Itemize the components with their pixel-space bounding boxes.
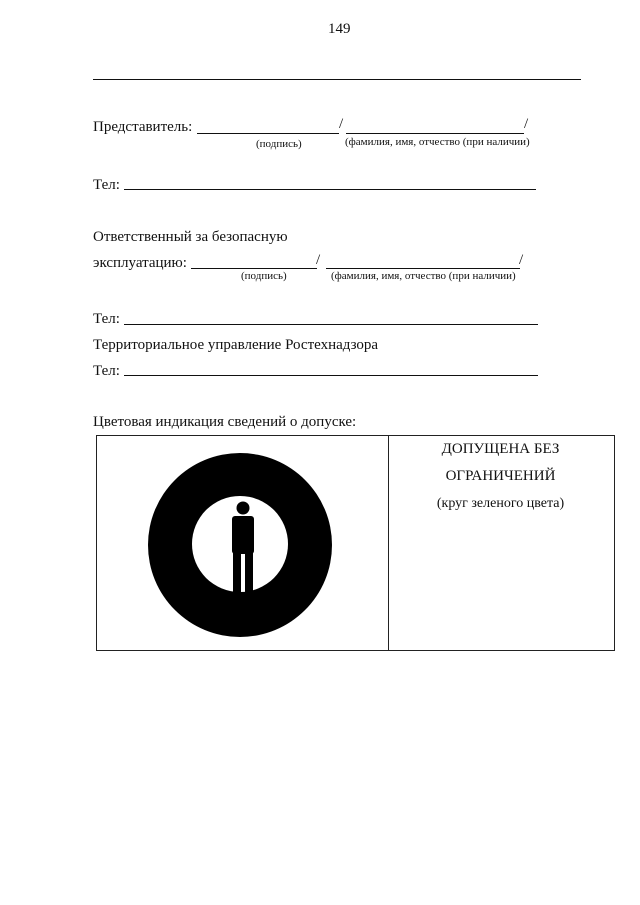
representative-slash-1: / — [339, 116, 344, 132]
status-line2: ОГРАНИЧЕНИЙ — [445, 468, 556, 484]
indication-heading: Цветовая индикация сведений о допуске: — [93, 414, 357, 430]
responsible-name-caption: (фамилия, имя, отчество (при наличии) — [331, 270, 516, 282]
responsible-tel-line[interactable] — [124, 324, 538, 325]
representative-name-caption: (фамилия, имя, отчество (при наличии) — [345, 136, 530, 148]
responsible-label-line2: эксплуатацию: — [93, 255, 187, 271]
authority-label: Территориальное управление Ростехнадзора — [93, 337, 379, 353]
representative-tel-label: Тел: — [93, 177, 120, 193]
responsible-name-line[interactable] — [326, 268, 520, 269]
authority-tel-line[interactable] — [124, 375, 538, 376]
header-rule — [93, 79, 581, 80]
responsible-slash-2: / — [519, 252, 524, 268]
representative-name-line[interactable] — [346, 133, 524, 134]
representative-label: Представитель: — [93, 119, 193, 135]
representative-tel-line[interactable] — [124, 189, 536, 190]
representative-signature-caption: (подпись) — [256, 138, 302, 150]
status-line1: ДОПУЩЕНА БЕЗ — [441, 441, 560, 457]
responsible-tel-label: Тел: — [93, 311, 120, 327]
responsible-slash-1: / — [316, 252, 321, 268]
page-number: 149 — [328, 21, 351, 37]
status-note: (круг зеленого цвета) — [436, 496, 565, 511]
responsible-signature-caption: (подпись) — [241, 270, 287, 282]
representative-slash-2: / — [524, 116, 529, 132]
person-in-circle-icon — [147, 452, 333, 638]
responsible-label-line1: Ответственный за безопасную — [93, 229, 288, 245]
authority-tel-label: Тел: — [93, 363, 120, 379]
representative-signature-line[interactable] — [197, 133, 339, 134]
responsible-signature-line[interactable] — [191, 268, 317, 269]
